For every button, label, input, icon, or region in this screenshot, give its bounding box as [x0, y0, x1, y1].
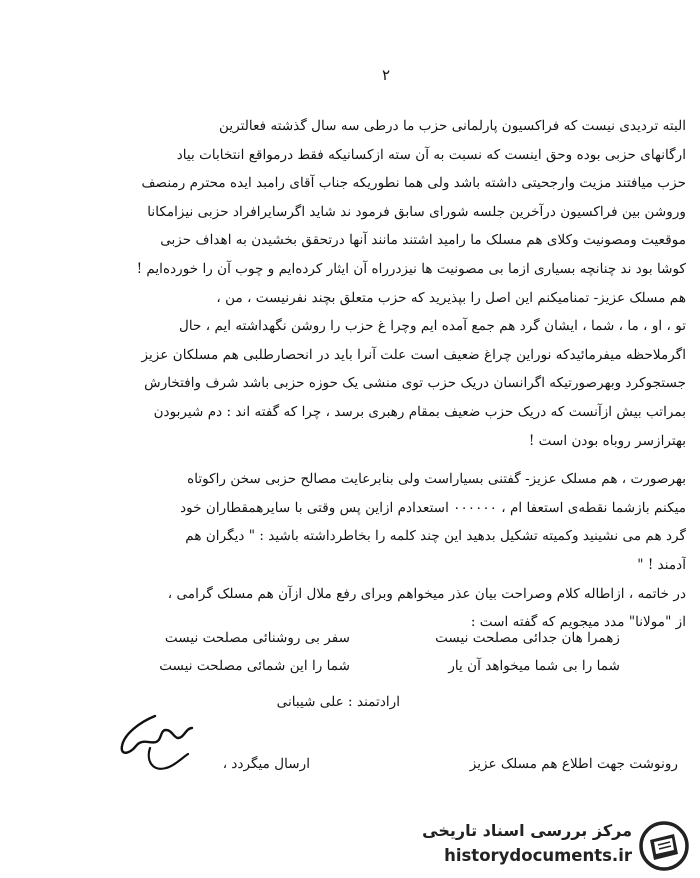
text-line: هم مسلک عزیز- تمنامیکنم این اصل را بپذیرید که حزب متعلق بچند نفرنیست ، من ،	[216, 289, 686, 306]
sender-note: ارسال میگردد ،	[222, 756, 310, 772]
text-line: وروشن بین فراکسیون درآخرین جلسه شورای سابق فرمود ند شاید اگرسایرافراد حزبی نیزامکانا	[147, 203, 686, 220]
watermark-url: historydocuments.ir	[444, 846, 632, 865]
signer-line: ارادتمند : علی شیبانی	[276, 694, 400, 710]
text-line: گرد هم می نشینید وکمیته تشکیل بدهید این چند کلمه را بخاطرداشته باشید : " دیگران هم	[185, 528, 686, 545]
archive-watermark	[422, 818, 694, 874]
poem-verse	[120, 652, 620, 680]
text-line: موقعیت ومصونیت وکلای هم مسلک ما رامید اشتند مانند آنها درتحقق بخشیدن به اهداف حزبی	[160, 232, 686, 249]
paragraph-3	[86, 465, 686, 579]
poem-verse	[120, 624, 620, 652]
watermark-title: مرکز بررسی اسناد تاریخی	[422, 821, 632, 840]
text-line: البته تردیدی نیست که فراکسیون پارلمانی حزب ما درطی سه سال گذشته فعالترین	[219, 118, 686, 134]
text-line: در خاتمه ، ازاطاله کلام وصراحت بیان عذر میخواهم وبرای رفع ملال ازآن هم مسلک گرامی ،	[167, 585, 686, 602]
page-number: ۲	[381, 66, 391, 84]
verse-first-hemistich: شما را بی شما میخواهد آن یار	[448, 658, 620, 674]
text-line: بهترازسر روباه بودن است !	[528, 432, 686, 449]
copy-distribution-note: رونوشت جهت اطلاع هم مسلک عزیز	[469, 756, 678, 772]
text-line: حزب میافتند مزیت وارجحیتی داشته باشد ولی هما نطوریکه جناب آقای رامبد ایده محترم رمنصف	[141, 175, 686, 192]
letter-body	[86, 112, 686, 637]
text-line: از "مولانا" مدد میجویم که گفته است :	[470, 614, 686, 631]
text-line: بهرصورت ، هم مسلک عزیز- گفتنی بسیاراست ولی بنابرعایت مصالح حزبی سخن راکوتاه	[187, 471, 686, 488]
paragraph-1	[86, 112, 686, 284]
text-line: ارگانهای حزبی بوده وحق اینست که نسبت به آن سته ازکسانیکه فقط درمواقع انتخابات بیاد	[176, 146, 686, 163]
verse-second-hemistich: شما را این شمائی مصلحت نیست	[159, 658, 350, 674]
text-line: کوشا بود ند چنانچه بسیاری ازما بی مصونیت ها نیزدرراه آن ایثار کرده‌ایم و چوب آن را خورده‌ایم !	[136, 260, 686, 277]
text-line: تو ، او ، ما ، شما ، ایشان گرد هم جمع آمده ایم وچرا غ حزب را روشن نگهداشته ایم ، حال	[179, 318, 686, 335]
text-line: اگرملاحظه میفرمائیدکه نوراین چراغ ضعیف است علت آنرا باید در انحصارطلبی هم مسلکان عزیز	[141, 346, 686, 363]
verse-first-hemistich: زهمرا هان جدائی مصلحت نیست	[435, 630, 620, 646]
text-line: بمراتب بیش ازآنست که دریک حزب ضعیف بمقام رهبری برسد ، چرا که گفته اند : دم شیربودن	[153, 403, 686, 420]
text-line: میکنم بازشما نقطه‌ی استعفا ام ، ۰۰۰۰۰۰ استعدادم ازاین پس وقتی با سایرهمقطاران خود	[180, 499, 686, 516]
paragraph-2	[86, 284, 686, 456]
poem-verses	[120, 624, 620, 680]
text-line: جستجوکرد وبهرصورتیکه اگرانسان دریک حزب توی منشی یک حوزه حزبی باشد شرف وافتخارش	[144, 375, 686, 392]
verse-second-hemistich: سفر بی روشنائی مصلحت نیست	[164, 630, 350, 646]
archive-logo-icon	[638, 820, 690, 872]
text-line: آدمند ! "	[637, 556, 686, 573]
